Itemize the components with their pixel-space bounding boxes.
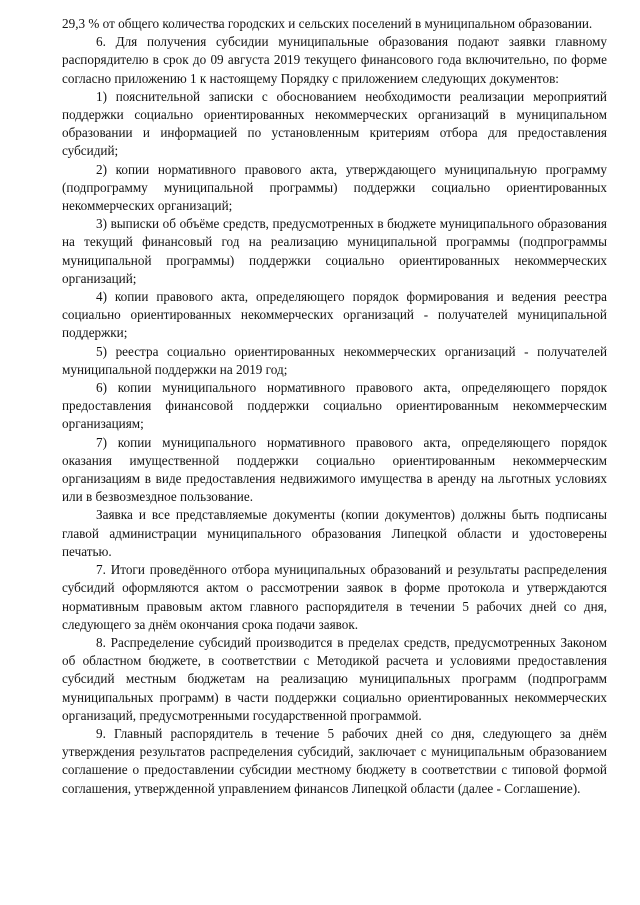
paragraph-item-8: 8. Распределение субсидий производится в пределах средств, предусмотренных Законом об областном бюджете, в соответствии с Методикой расчета и условиями предоставления субсидий местным бюджетам на реализацию муниципальных программ (подпрограмм муниципальных программ) в части поддержки социально ориентированных некоммерческих организаций, предусмотренными государственной программой.	[62, 634, 607, 723]
paragraph-subitem-2: 2) копии нормативного правового акта, утверждающего муниципальную программу (подпрограмму муниципальной программы) поддержки социально ориентированных некоммерческих организаций;	[62, 161, 607, 214]
paragraph-subitem-6: 6) копии муниципального нормативного правового акта, определяющего порядок предоставления финансовой поддержки социально ориентированным некоммерческим организациям;	[62, 380, 607, 432]
paragraph-item-7: 7. Итоги проведённого отбора муниципальных образований и результаты распределения субсидий оформляются актом о рассмотрении заявок в форме протокола и утверждаются нормативным правовым актом главного распорядителя в течении 5 рабочих дней со дня, следующего за днём окончания срока подачи заявок.	[62, 562, 607, 632]
paragraph-subitem-7: 7) копии муниципального нормативного правового акта, определяющего порядок оказания имущественной поддержки социально ориентированным некоммерческим организациям в виде предоставления недвижимого имущества в аренду на льготных условиях или в безвозмездное пользование.	[62, 434, 607, 505]
paragraph-item-6: 6. Для получения субсидии муниципальные образования подают заявки главному распорядителю в срок до 09 августа 2019 текущего финансового года включительно, по форме согласно приложению 1 к настоящему Порядку с приложением следующих документов:	[62, 34, 607, 86]
paragraph-application-note: Заявка и все представляемые документы (копии документов) должны быть подписаны главой администрации муниципального образования Липецкой области и удостоверены печатью.	[62, 507, 607, 559]
paragraph-continuation: 29,3 % от общего количества городских и сельских поселений в муниципальном образовании.	[62, 16, 593, 31]
paragraph-subitem-1: 1) пояснительной записки с обоснованием необходимости реализации мероприятий поддержки социально ориентированных некоммерческих организаций в муниципальном образовании и информацией по установленным критериям отбора для предоставления субсидий;	[62, 88, 607, 159]
paragraph-item-9: 9. Главный распорядитель в течение 5 рабочих дней со дня, следующего за днём утверждения результатов распределения субсидий, заключает с муниципальным образованием соглашение о предоставлении субсидии местному бюджету в соответствии с типовой формой соглашения, утвержденной управлением финансов Липецкой области (далее - Соглашение).	[62, 725, 607, 796]
paragraph-subitem-4: 4) копии правового акта, определяющего порядок формирования и ведения реестра социально ориентированных некоммерческих организаций - получателей муниципальной поддержки;	[62, 289, 607, 341]
paragraph-subitem-3: 3) выписки об объёме средств, предусмотренных в бюджете муниципального образования на текущий финансовый год на реализацию муниципальной программы (подпрограммы муниципальной программы) поддержки социально ориентированных некоммерческих организаций;	[62, 216, 607, 286]
paragraph-subitem-5: 5) реестра социально ориентированных некоммерческих организаций - получателей муниципальной поддержки на 2019 год;	[62, 343, 607, 377]
